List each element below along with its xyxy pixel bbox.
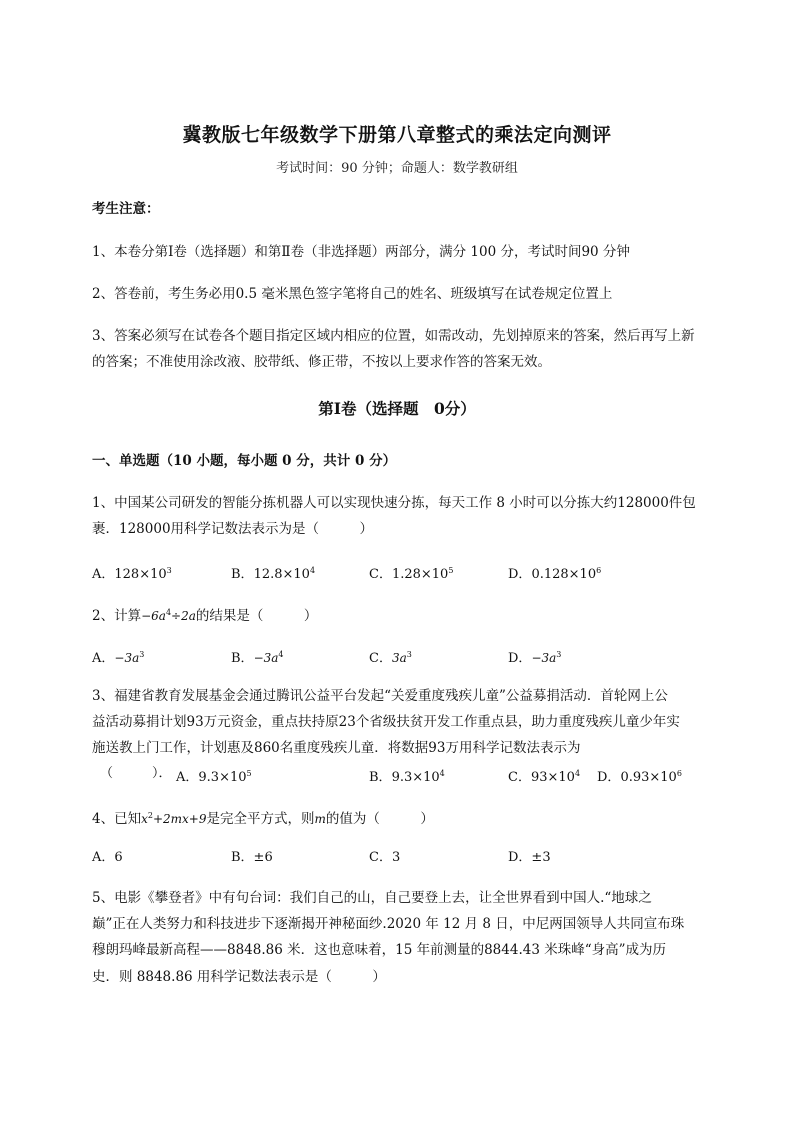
q3-option-d: D．$0.93\times 10^6$: [597, 769, 682, 785]
q3-option-a: A．$9.3\times 10^5$: [176, 769, 252, 785]
q1-stem-line-2: 裹．128000用科学记数法表示为是（ ）: [92, 521, 374, 537]
notice-heading: 考生注意：: [92, 201, 160, 217]
q3-stem-line-2: 益活动募捐计划93万元资金，重点扶持原23个省级扶贫开发工作重点县，助力重度残疾儿童少年实: [92, 714, 680, 730]
document-subtitle: 考试时间：90 分钟；命题人：数学教研组: [276, 161, 518, 176]
q4-option-a: A．6: [92, 850, 123, 865]
q3-option-b: B．$9.3\times 10^4$: [369, 769, 445, 785]
notice-item-2: 2、答卷前，考生务必用0.5 毫米黑色签字笔将自己的姓名、班级填写在试卷规定位置上: [92, 286, 613, 302]
notice-item-3-line-1: 3、答案必须写在试卷各个题目指定区域内相应的位置，如需改动，先划掉原来的答案，然后再写上新: [92, 328, 695, 344]
q2-expression: $-6a^4\div 2a$: [141, 608, 196, 623]
q4-expression: $x^2+2mx+9$: [141, 811, 207, 826]
q4-option-c: C．3: [369, 850, 401, 865]
q2-option-b: B．$-3a^4$: [231, 650, 284, 666]
q3-stem-line-1: 3、福建省教育发展基金会通过腾讯公益平台发起“关爱重度残疾儿童”公益募捐活动．首轮网上公: [92, 688, 668, 704]
q2-option-a: A．$-3a^3$: [92, 650, 145, 666]
q1-option-d: D．$0.128\times 10^6$: [508, 566, 602, 582]
q5-stem-line-3: 穆朗玛峰最新高程——8848.86 米．这也意味着，15 年前测量的8844.43 米珠峰“身高”成为历: [92, 942, 667, 958]
part-heading: 一、单选题（10 小题，每小题 0 分，共计 0 分）: [92, 453, 397, 469]
q2-option-d: D．$-3a^3$: [508, 650, 562, 666]
section-title: 第Ⅰ卷（选择题 0分）: [318, 399, 476, 418]
q5-stem-line-2: 巅”正在人类努力和科技进步下逐渐揭开神秘面纱.2020 年 12 月 8 日，中尼两国领导人共同宣布珠: [92, 916, 685, 932]
q2-option-c: C．$3a^3$: [369, 650, 412, 666]
notice-item-1: 1、本卷分第Ⅰ卷（选择题）和第Ⅱ卷（非选择题）两部分，满分 100 分，考试时间90 分钟: [92, 244, 630, 260]
q4-option-d: D．±3: [508, 850, 551, 865]
q3-stem-line-3: 施送教上门工作，计划惠及860名重度残疾儿童．将数据93万用科学记数法表示为: [92, 740, 581, 756]
q1-option-b: B．$12.8\times 10^4$: [231, 566, 316, 582]
q1-stem-line-1: 1、中国某公司研发的智能分拣机器人可以实现快速分拣，每天工作 8 小时可以分拣大约128000件包: [92, 495, 696, 511]
q5-stem-line-1: 5、电影《攀登者》中有句台词：我们自己的山，自己要登上去，让全世界看到中国人.“地球之: [92, 890, 652, 906]
q3-answer-paren: （ ）．: [100, 766, 172, 781]
q4-option-b: B．±6: [231, 850, 273, 865]
notice-item-3-line-2: 的答案；不准使用涂改液、胶带纸、修正带，不按以上要求作答的答案无效。: [92, 354, 551, 370]
q1-option-a: A．$128\times 10^3$: [92, 566, 172, 582]
q2-stem: 2、计算$-6a^4\div 2a$的结果是（ ）: [92, 608, 318, 624]
q5-stem-line-4: 史．则 8848.86 用科学记数法表示是（ ）: [92, 969, 386, 985]
q3-option-c: C．$93\times 10^4$: [508, 769, 581, 785]
q4-stem: 4、已知$x^2+2mx+9$是完全平方式，则m的值为（ ）: [92, 811, 434, 827]
q1-option-c: C．$1.28\times 10^5$: [369, 566, 454, 582]
document-title: 冀教版七年级数学下册第八章整式的乘法定向测评: [182, 124, 612, 146]
